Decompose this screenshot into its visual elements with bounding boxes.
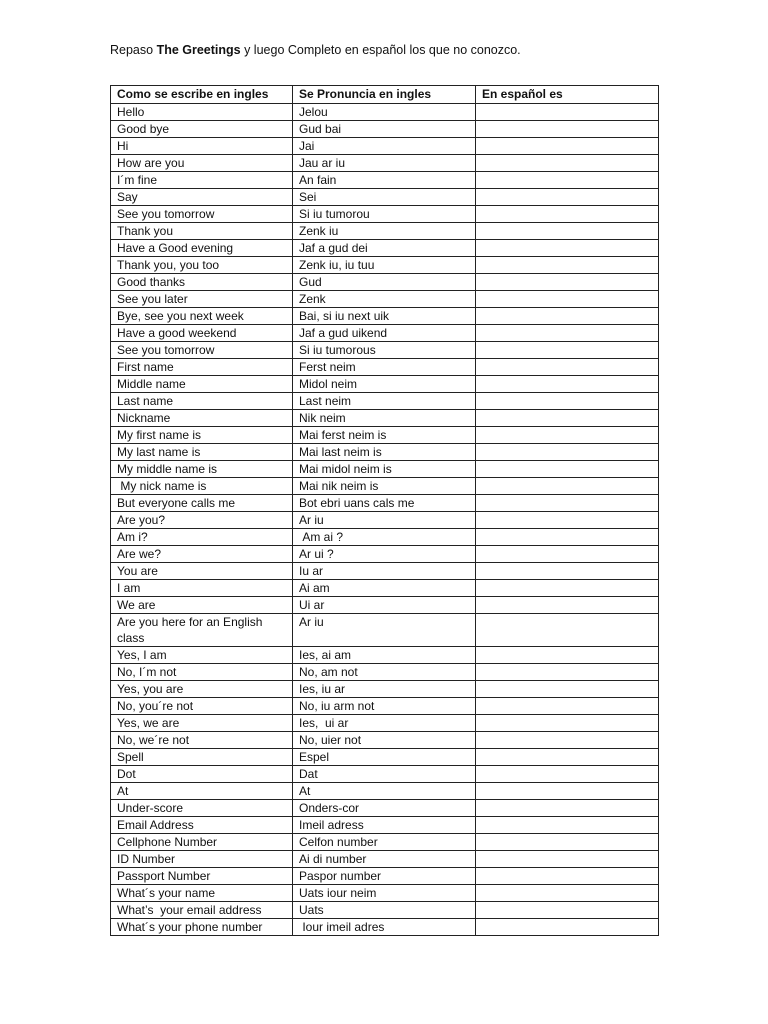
cell-pronunciation: An fain: [293, 172, 476, 189]
cell-pronunciation: Bot ebri uans cals me: [293, 495, 476, 512]
cell-english: At: [111, 783, 293, 800]
cell-spanish: [476, 664, 659, 681]
table-row: [111, 342, 659, 359]
table-row: [111, 393, 659, 410]
instruction-bold-title: The Greetings: [156, 43, 241, 57]
cell-pronunciation: Jaf a gud dei: [293, 240, 476, 257]
table-row: [111, 478, 659, 495]
cell-english: Last name: [111, 393, 293, 410]
table-row: [111, 325, 659, 342]
cell-spanish: [476, 257, 659, 274]
cell-pronunciation: Ies, iu ar: [293, 681, 476, 698]
cell-spanish: [476, 783, 659, 800]
cell-spanish: [476, 698, 659, 715]
cell-english: Under-score: [111, 800, 293, 817]
table-row: [111, 410, 659, 427]
cell-pronunciation: Mai ferst neim is: [293, 427, 476, 444]
cell-pronunciation: Mai nik neim is: [293, 478, 476, 495]
cell-english: Yes, I am: [111, 647, 293, 664]
cell-english: I´m fine: [111, 172, 293, 189]
cell-english: Are you here for an English class: [111, 614, 293, 647]
cell-english: Email Address: [111, 817, 293, 834]
cell-english: My nick name is: [111, 478, 293, 495]
cell-english: See you later: [111, 291, 293, 308]
table-row: [111, 376, 659, 393]
cell-spanish: [476, 274, 659, 291]
cell-spanish: [476, 715, 659, 732]
cell-pronunciation: Last neim: [293, 393, 476, 410]
table-row: [111, 563, 659, 580]
cell-spanish: [476, 444, 659, 461]
cell-pronunciation: Ferst neim: [293, 359, 476, 376]
cell-english: Am i?: [111, 529, 293, 546]
cell-english: Yes, you are: [111, 681, 293, 698]
table-row: [111, 851, 659, 868]
cell-pronunciation: Mai last neim is: [293, 444, 476, 461]
cell-english: You are: [111, 563, 293, 580]
table-row: [111, 461, 659, 478]
cell-pronunciation: Ai am: [293, 580, 476, 597]
cell-english: Thank you, you too: [111, 257, 293, 274]
cell-english: What´s your phone number: [111, 919, 293, 936]
table-row: [111, 868, 659, 885]
cell-pronunciation: Midol neim: [293, 376, 476, 393]
table-row: [111, 715, 659, 732]
table-row: [111, 681, 659, 698]
instruction-prefix: Repaso: [110, 43, 157, 57]
cell-spanish: [476, 681, 659, 698]
cell-english: My last name is: [111, 444, 293, 461]
cell-english: Middle name: [111, 376, 293, 393]
cell-english: Have a Good evening: [111, 240, 293, 257]
cell-english: Dot: [111, 766, 293, 783]
cell-spanish: [476, 172, 659, 189]
cell-pronunciation: Si iu tumorou: [293, 206, 476, 223]
cell-english: ID Number: [111, 851, 293, 868]
cell-english: Cellphone Number: [111, 834, 293, 851]
table-row: [111, 291, 659, 308]
cell-spanish: [476, 223, 659, 240]
table-row: [111, 189, 659, 206]
cell-pronunciation: Ies, ai am: [293, 647, 476, 664]
cell-spanish: [476, 393, 659, 410]
cell-pronunciation: Ar ui ?: [293, 546, 476, 563]
cell-english: What´s your name: [111, 885, 293, 902]
cell-spanish: [476, 647, 659, 664]
cell-english: Hi: [111, 138, 293, 155]
cell-english: Spell: [111, 749, 293, 766]
cell-english: My middle name is: [111, 461, 293, 478]
cell-pronunciation: Espel: [293, 749, 476, 766]
cell-spanish: [476, 851, 659, 868]
header-spanish: En español es: [476, 86, 659, 104]
instruction-suffix: y luego Completo en español los que no conozco.: [240, 43, 521, 57]
vocabulary-table: [110, 85, 659, 936]
table-row: [111, 444, 659, 461]
cell-pronunciation: Ar iu: [293, 512, 476, 529]
cell-spanish: [476, 461, 659, 478]
cell-pronunciation: No, uier not: [293, 732, 476, 749]
cell-spanish: [476, 546, 659, 563]
cell-english: Nickname: [111, 410, 293, 427]
cell-spanish: [476, 206, 659, 223]
cell-pronunciation: Mai midol neim is: [293, 461, 476, 478]
cell-spanish: [476, 614, 659, 647]
table-row: [111, 919, 659, 936]
cell-pronunciation: Celfon number: [293, 834, 476, 851]
table-row: [111, 172, 659, 189]
cell-spanish: [476, 919, 659, 936]
cell-english: Good thanks: [111, 274, 293, 291]
cell-spanish: [476, 427, 659, 444]
cell-english: See you tomorrow: [111, 206, 293, 223]
cell-pronunciation: Jai: [293, 138, 476, 155]
cell-spanish: [476, 529, 659, 546]
cell-pronunciation: Ar iu: [293, 614, 476, 647]
table-row: [111, 529, 659, 546]
cell-pronunciation: No, am not: [293, 664, 476, 681]
table-row: [111, 240, 659, 257]
table-row: [111, 121, 659, 138]
table-row: [111, 546, 659, 563]
cell-spanish: [476, 597, 659, 614]
table-row: [111, 766, 659, 783]
table-body: [111, 104, 659, 936]
cell-pronunciation: Dat: [293, 766, 476, 783]
table-row: [111, 732, 659, 749]
cell-pronunciation: Ies, ui ar: [293, 715, 476, 732]
table-row: [111, 308, 659, 325]
cell-pronunciation: Nik neim: [293, 410, 476, 427]
cell-spanish: [476, 563, 659, 580]
cell-spanish: [476, 732, 659, 749]
cell-spanish: [476, 240, 659, 257]
cell-pronunciation: Imeil adress: [293, 817, 476, 834]
cell-pronunciation: Zenk iu, iu tuu: [293, 257, 476, 274]
cell-spanish: [476, 834, 659, 851]
cell-pronunciation: Gud bai: [293, 121, 476, 138]
cell-pronunciation: Ai di number: [293, 851, 476, 868]
cell-spanish: [476, 495, 659, 512]
table-row: [111, 359, 659, 376]
cell-english: Hello: [111, 104, 293, 121]
table-row: [111, 698, 659, 715]
cell-pronunciation: Uats iour neim: [293, 885, 476, 902]
table-row: [111, 664, 659, 681]
cell-english: Say: [111, 189, 293, 206]
cell-spanish: [476, 749, 659, 766]
cell-pronunciation: Sei: [293, 189, 476, 206]
cell-pronunciation: Jaf a gud uikend: [293, 325, 476, 342]
table-row: [111, 155, 659, 172]
cell-spanish: [476, 189, 659, 206]
cell-pronunciation: Iu ar: [293, 563, 476, 580]
cell-spanish: [476, 410, 659, 427]
cell-spanish: [476, 138, 659, 155]
cell-pronunciation: Paspor number: [293, 868, 476, 885]
table-row: [111, 223, 659, 240]
cell-spanish: [476, 359, 659, 376]
table-row: [111, 512, 659, 529]
cell-spanish: [476, 308, 659, 325]
table-row: [111, 800, 659, 817]
instruction-text: [110, 42, 521, 58]
cell-spanish: [476, 291, 659, 308]
table-row: [111, 427, 659, 444]
cell-english: We are: [111, 597, 293, 614]
cell-english: But everyone calls me: [111, 495, 293, 512]
cell-spanish: [476, 512, 659, 529]
table-row: [111, 834, 659, 851]
table-header-row: [111, 86, 659, 104]
cell-pronunciation: At: [293, 783, 476, 800]
cell-english: No, you´re not: [111, 698, 293, 715]
cell-english: Thank you: [111, 223, 293, 240]
table-row: [111, 902, 659, 919]
cell-spanish: [476, 902, 659, 919]
table-row: [111, 614, 659, 647]
cell-spanish: [476, 104, 659, 121]
cell-english: Passport Number: [111, 868, 293, 885]
cell-english: Good bye: [111, 121, 293, 138]
header-pronunciation: Se Pronuncia en ingles: [293, 86, 476, 104]
cell-english: My first name is: [111, 427, 293, 444]
cell-english: Are you?: [111, 512, 293, 529]
cell-pronunciation: No, iu arm not: [293, 698, 476, 715]
cell-pronunciation: Jau ar iu: [293, 155, 476, 172]
table-row: [111, 749, 659, 766]
header-written-english: Como se escribe en ingles: [111, 86, 293, 104]
cell-english: See you tomorrow: [111, 342, 293, 359]
cell-spanish: [476, 155, 659, 172]
cell-pronunciation: Am ai ?: [293, 529, 476, 546]
cell-english: Are we?: [111, 546, 293, 563]
cell-english: Have a good weekend: [111, 325, 293, 342]
table-row: [111, 138, 659, 155]
cell-pronunciation: Zenk: [293, 291, 476, 308]
cell-pronunciation: Uats: [293, 902, 476, 919]
cell-spanish: [476, 885, 659, 902]
cell-pronunciation: Jelou: [293, 104, 476, 121]
table-row: [111, 783, 659, 800]
cell-spanish: [476, 580, 659, 597]
table-row: [111, 274, 659, 291]
cell-english: No, I´m not: [111, 664, 293, 681]
table-row: [111, 647, 659, 664]
table-row: [111, 597, 659, 614]
cell-spanish: [476, 868, 659, 885]
cell-english: Yes, we are: [111, 715, 293, 732]
cell-english: What’s your email address: [111, 902, 293, 919]
cell-english: How are you: [111, 155, 293, 172]
table-row: [111, 580, 659, 597]
cell-english: No, we´re not: [111, 732, 293, 749]
cell-spanish: [476, 800, 659, 817]
cell-spanish: [476, 766, 659, 783]
cell-spanish: [476, 376, 659, 393]
cell-spanish: [476, 325, 659, 342]
cell-english: Bye, see you next week: [111, 308, 293, 325]
cell-pronunciation: Iour imeil adres: [293, 919, 476, 936]
table-row: [111, 206, 659, 223]
cell-pronunciation: Ui ar: [293, 597, 476, 614]
table-row: [111, 257, 659, 274]
table-row: [111, 885, 659, 902]
cell-pronunciation: Onders-cor: [293, 800, 476, 817]
cell-spanish: [476, 342, 659, 359]
cell-spanish: [476, 817, 659, 834]
cell-pronunciation: Si iu tumorous: [293, 342, 476, 359]
table-row: [111, 817, 659, 834]
table-row: [111, 495, 659, 512]
table-row: [111, 104, 659, 121]
cell-spanish: [476, 121, 659, 138]
cell-spanish: [476, 478, 659, 495]
cell-pronunciation: Zenk iu: [293, 223, 476, 240]
cell-pronunciation: Bai, si iu next uik: [293, 308, 476, 325]
cell-pronunciation: Gud: [293, 274, 476, 291]
cell-english: First name: [111, 359, 293, 376]
cell-english: I am: [111, 580, 293, 597]
